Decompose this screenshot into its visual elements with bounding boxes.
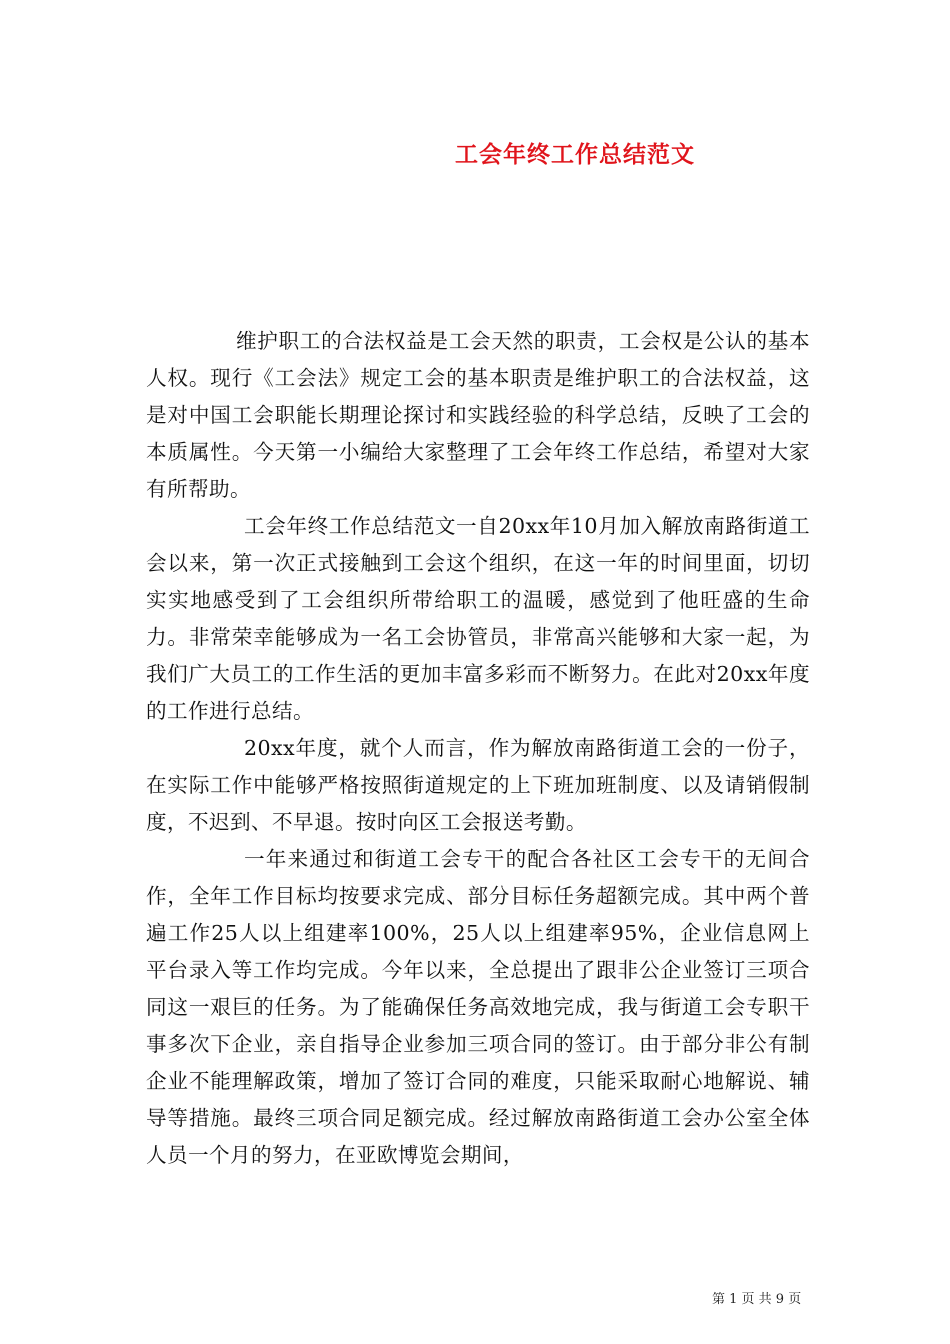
paragraph-personal: 20xx年度，就个人而言，作为解放南路街道工会的一份子，在实际工作中能够严格按照街道规定的上下班加班制度、以及请销假制度，不迟到、不早退。按时向区工会报送考勤。 <box>146 736 810 834</box>
document-title: 工会年终工作总结范文 <box>455 142 695 168</box>
paragraph-work-summary: 一年来通过和街道工会专干的配合各社区工会专干的无间合作，全年工作目标均按要求完成、部分目标任务超额完成。其中两个普遍工作25人以上组建率100%，25人以上组建率95%，企业信息网上平台录入等工作均完成。今年以来，全总提出了跟非公企业签订三项合同这一艰巨的任务。为了能确保任务高效地完成，我与街道工会专职干事多次下企业，亲自指导企业参加三项合同的签订。由于部分非公有制企业不能理解政策，增加了签订合同的难度，只能采取耐心地解说、辅导等措施。最终三项合同足额完成。经过解放南路街道工会办公室全体人员一个月的努力，在亚欧博览会期间， <box>146 847 810 1167</box>
document-body <box>146 323 810 1174</box>
page-number-footer: 第 1 页 共 9 页 <box>712 1292 802 1307</box>
paragraph-sample-one: 工会年终工作总结范文一自20xx年10月加入解放南路街道工会以来，第一次正式接触到工会这个组织，在这一年的时间里面，切切实实地感受到了工会组织所带给职工的温暖，感觉到了他旺盛的生命力。非常荣幸能够成为一名工会协管员，非常高兴能够和大家一起，为我们广大员工的工作生活的更加丰富多彩而不断努力。在此对20xx年度的工作进行总结。 <box>146 514 810 723</box>
paragraph-intro: 维护职工的合法权益是工会天然的职责，工会权是公认的基本人权。现行《工会法》规定工会的基本职责是维护职工的合法权益，这是对中国工会职能长期理论探讨和实践经验的科学总结，反映了工会的本质属性。今天第一小编给大家整理了工会年终工作总结，希望对大家有所帮助。 <box>146 329 810 501</box>
